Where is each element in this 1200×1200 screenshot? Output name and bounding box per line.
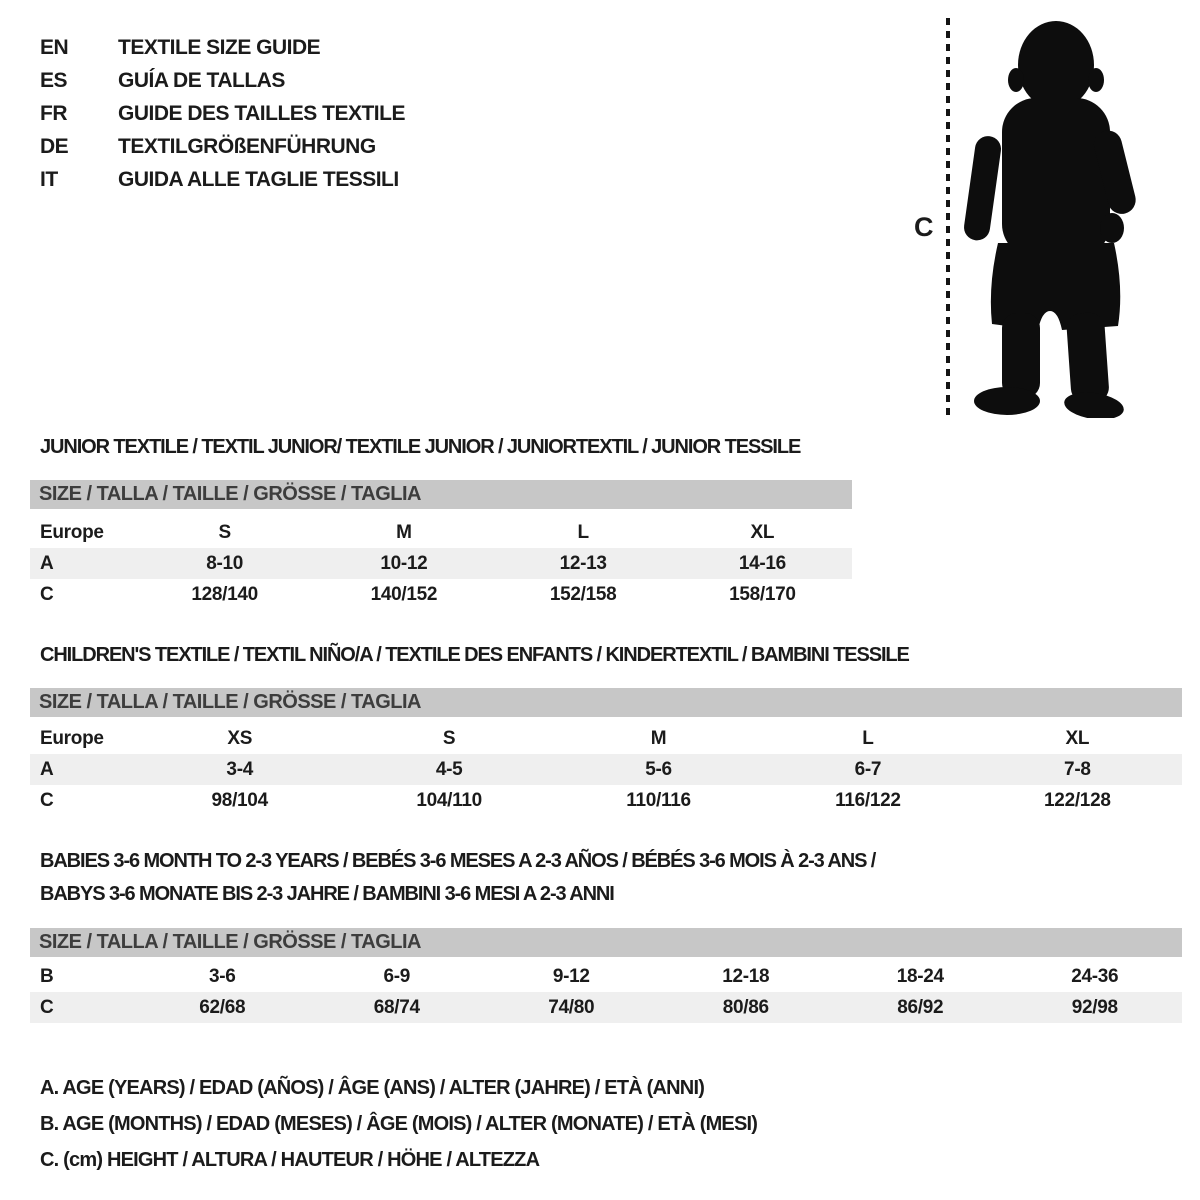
table-cell: 62/68 [199,997,246,1018]
table-cell: 3-6 [208,966,236,987]
table-cell: 6-9 [383,966,411,987]
language-row-fr [40,97,405,130]
height-dashed-line [946,18,950,415]
table-cell: 98/104 [211,790,268,811]
footnote-b: B. AGE (MONTHS) / EDAD (MESES) / ÂGE (MOIS) / ALTER (MONATE) / ETÀ (MESI) [40,1113,758,1135]
section-title-line2: BABYS 3-6 MONATE BIS 2-3 JAHRE / BAMBINI 3-6 MESI A 2-3 ANNI [40,883,614,905]
table-cell: 110/116 [626,790,691,811]
row-label: C [40,997,54,1018]
row-label: A [40,759,54,780]
table-cell: 8-10 [206,553,244,574]
language-code: IT [40,168,58,191]
table-cell: 68/74 [373,997,420,1018]
section-childrens-textile [30,644,1182,816]
table-cell: 86/92 [897,997,944,1018]
table-row-height [30,785,1182,816]
language-code: FR [40,102,67,125]
table-cell: 18-24 [896,966,944,987]
table-cell: XL [750,522,775,543]
table-cell: 104/110 [416,790,482,811]
table-cell: 152/158 [549,584,617,605]
table-cell: XS [227,728,253,749]
row-label: Europe [40,522,104,543]
size-table [30,961,1182,1023]
table-cell: 6-7 [854,759,882,780]
size-table [30,517,852,610]
table-cell: S [442,728,456,749]
section-title [40,845,1182,911]
table-row-age [30,754,1182,785]
size-header-band: SIZE / TALLA / TAILLE / GRÖSSE / TAGLIA [30,480,852,509]
table-cell: 122/128 [1044,790,1111,811]
toddler-silhouette-icon [962,18,1140,418]
table-cell: 92/98 [1071,997,1118,1018]
table-cell: 7-8 [1064,759,1091,780]
table-cell: 10-12 [380,553,428,574]
height-measure-label: C [914,212,933,242]
language-title: GUIDA ALLE TAGLIE TESSILI [118,168,399,191]
table-cell: M [396,522,412,543]
row-label: Europe [40,728,104,749]
language-code: DE [40,135,69,158]
table-cell: L [577,522,589,543]
row-label: B [40,966,54,987]
row-label: A [40,553,54,574]
size-table [30,723,1182,816]
footnotes [40,1070,757,1178]
table-row-height [30,992,1182,1023]
table-cell: XL [1065,728,1090,749]
table-cell: 116/122 [835,790,901,811]
table-cell: 158/170 [729,584,796,605]
table-cell: S [218,522,231,543]
table-row-height [30,579,852,610]
table-cell: 9-12 [552,966,590,987]
language-row-es [40,64,405,97]
language-row-de [40,130,405,163]
language-code: ES [40,69,68,92]
size-header-band: SIZE / TALLA / TAILLE / GRÖSSE / TAGLIA [30,688,1182,717]
section-junior-textile [30,436,852,610]
section-title: JUNIOR TEXTILE / TEXTIL JUNIOR/ TEXTILE JUNIOR / JUNIORTEXTIL / JUNIOR TESSILE [40,436,801,458]
section-babies-textile [30,845,1182,1023]
section-title-line1: BABIES 3-6 MONTH TO 2-3 YEARS / BEBÉS 3-6 MESES A 2-3 AÑOS / BÉBÉS 3-6 MOIS À 2-3 ANS / [40,850,876,872]
language-guide [40,31,405,196]
language-title: GUIDE DES TAILLES TEXTILE [118,102,405,125]
table-cell: 80/86 [722,997,769,1018]
table-cell: 12-18 [722,966,770,987]
language-row-it [40,163,405,196]
table-cell: 74/80 [548,997,595,1018]
language-row-en [40,31,405,64]
section-title: CHILDREN'S TEXTILE / TEXTIL NIÑO/A / TEXTILE DES ENFANTS / KINDERTEXTIL / BAMBINI TESSILE [40,644,909,666]
table-cell: L [862,728,874,749]
footnote-c: C. (cm) HEIGHT / ALTURA / HAUTEUR / HÖHE / ALTEZZA [40,1149,540,1171]
table-cell: 12-13 [559,553,607,574]
language-title: TEXTILGRÖßENFÜHRUNG [118,135,376,158]
footnote-a: A. AGE (YEARS) / EDAD (AÑOS) / ÂGE (ANS) / ALTER (JAHRE) / ETÀ (ANNI) [40,1077,705,1099]
table-cell: 5-6 [645,759,672,780]
table-row-europe [30,723,1182,754]
language-code: EN [40,36,69,59]
row-label: C [40,790,54,811]
table-row-months [30,961,1182,992]
table-row-europe [30,517,852,548]
table-cell: 140/152 [370,584,438,605]
table-cell: 128/140 [191,584,258,605]
table-row-age [30,548,852,579]
table-cell: 14-16 [738,553,786,574]
table-cell: 24-36 [1071,966,1119,987]
row-label: C [40,584,54,605]
language-title: GUÍA DE TALLAS [118,69,285,92]
size-header-band: SIZE / TALLA / TAILLE / GRÖSSE / TAGLIA [30,928,1182,957]
table-cell: 3-4 [226,759,253,780]
table-cell: 4-5 [435,759,463,780]
language-title: TEXTILE SIZE GUIDE [118,36,321,59]
table-cell: M [650,728,667,749]
